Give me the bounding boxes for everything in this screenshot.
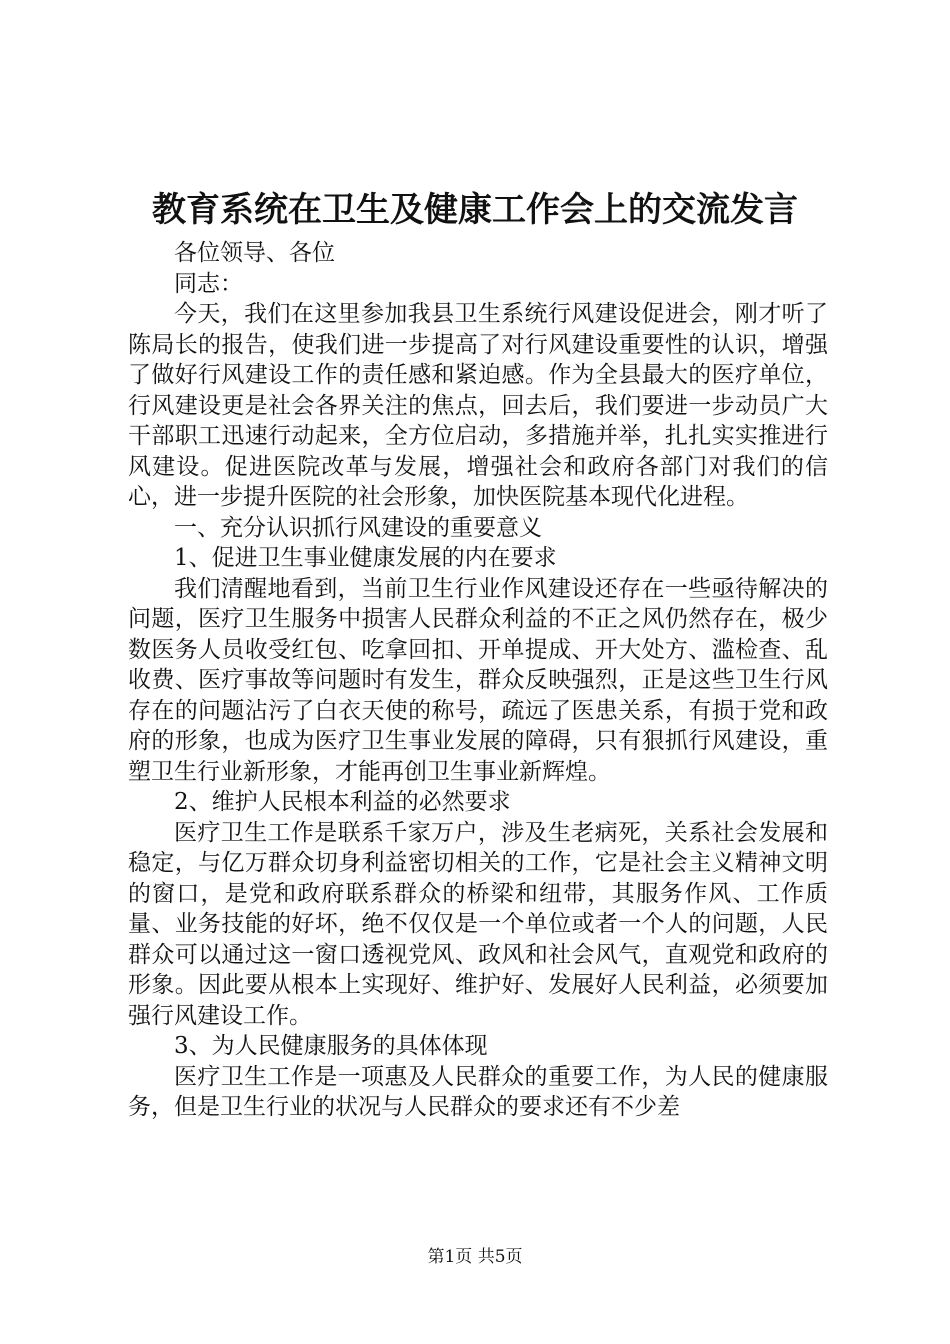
salutation-line-2: 同志： bbox=[174, 270, 243, 297]
body-paragraph: 医疗卫生工作是联系千家万户，涉及生老病死，关系社会发展和稳定，与亿万群众切身利益密切相关的工作，它是社会主义精神文明的窗口，是党和政府联系群众的桥梁和纽带，其服务作风、工作质量、业务技能的好坏，绝不仅仅是一个单位或者一个人的问题，人民群众可以通过这一窗口透视党风、政风和社会风气，直观党和政府的形象。因此要从根本上实现好、维护好、发展好人民利益，必须要加强行风建设工作。 bbox=[128, 819, 828, 1029]
document-body bbox=[128, 238, 828, 1123]
subsection-heading: 2、维护人民根本利益的必然要求 bbox=[174, 789, 511, 815]
salutation-line-1: 各位领导、各位 bbox=[174, 240, 335, 266]
body-paragraph: 今天，我们在这里参加我县卫生系统行风建设促进会，刚才听了陈局长的报告，使我们进一步提高了对行风建设重要性的认识，增强了做好行风建设工作的责任感和紧迫感。作为全县最大的医疗单位，行风建设更是社会各界关注的焦点，回去后，我们要进一步动员广大干部职工迅速行动起来，全方位启动，多措施并举，扎扎实实推进行风建设。促进医院改革与发展，增强社会和政府各部门对我们的信心，进一步提升医院的社会形象，加快医院基本现代化进程。 bbox=[128, 301, 828, 510]
document-title: 教育系统在卫生及健康工作会上的交流发言 bbox=[152, 190, 798, 230]
subsection-heading: 1、促进卫生事业健康发展的内在要求 bbox=[174, 545, 557, 571]
body-paragraph: 我们清醒地看到，当前卫生行业作风建设还存在一些亟待解决的问题，医疗卫生服务中损害人民群众利益的不正之风仍然存在，极少数医务人员收受红包、吃拿回扣、开单提成、开大处方、滥检查、乱收费、医疗事故等问题时有发生，群众反映强烈，正是这些卫生行风存在的问题沾污了白衣天使的称号，疏远了医患关系，有损于党和政府的形象，也成为医疗卫生事业发展的障碍，只有狠抓行风建设，重塑卫生行业新形象，才能再创卫生事业新辉煌。 bbox=[128, 575, 828, 785]
body-paragraph: 医疗卫生工作是一项惠及人民群众的重要工作，为人民的健康服务，但是卫生行业的状况与人民群众的要求还有不少差 bbox=[128, 1063, 828, 1120]
page-number-footer: 第1页 共5页 bbox=[427, 1247, 523, 1267]
subsection-heading: 3、为人民健康服务的具体体现 bbox=[174, 1033, 488, 1059]
section-heading: 一、充分认识抓行风建设的重要意义 bbox=[174, 514, 542, 541]
